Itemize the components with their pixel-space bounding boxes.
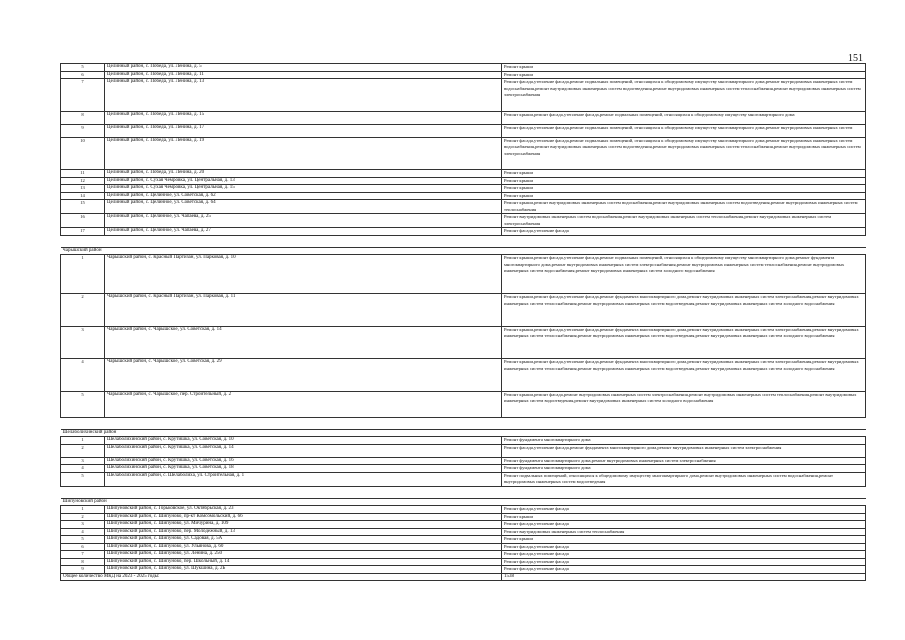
row-works: Ремонт крыши,ремонт фасада,ремонт внутридомовых инженерных систем электроснабжения,ремонт внутридомовых инженерных систем теплоснабжения,ремонт внутридомовых инженерных систем водоотведения,ремонт внутридомовых инженерных систем холодного водоснабжения [502,391,866,417]
row-works: Ремонт фасада,утепление фасада,ремонт подвальных помещений, относящихся к общедомовому имуществу многоквартирного дома,ремонт внутридомовых инженерных систем водоснабжения,ремонт внутридомовых инженерных систем водоотведения,ремонт внутридомовых инженерных систем теплоснабжения,ремонт внутридомовых инженерных систем электроснабжения [502,79,866,112]
row-number: 11 [61,170,105,178]
row-number: 4 [61,528,105,536]
total-label: Общее количество МКД на 2023 - 2025 годы: [61,573,502,581]
row-address: Шелаболихинский район, с. Крутишка, ул. Советская, д. 10 [105,437,502,445]
row-address: Целинный район, с. Победа, ул. Ленина, д. 20 [105,170,502,178]
row-address: Чарышский район, с. Чарышское, ул. Советская, д. 14 [105,326,502,359]
row-works: Ремонт фундамента многоквартирного дома [502,465,866,473]
row-address: Шипуновский район, с. Шипуново, ул. Шукшина, д. 2Б [105,566,502,574]
row-number: 5 [61,64,105,72]
row-number: 8 [61,111,105,124]
row-address: Шипуновский район, с. Шипуново, пр-кт Комсомольский, д. 66 [105,513,502,521]
row-works: Ремонт фасада,утепление фасада [502,228,866,236]
row-number: 1 [61,255,105,294]
row-address: Целинный район, с. Победа, ул. Ленина, д. 13 [105,79,502,112]
row-works: Ремонт фасада,утепление фасада [502,543,866,551]
table-row [61,521,866,529]
row-address: Шипуновский район, с. Шипуново, ул. Мичурина, д. 109 [105,521,502,529]
table-row [61,457,866,465]
row-works: Ремонт фасада,утепление фасада [502,551,866,559]
row-address: Целинный район, с. Целинное, ул. Чапаева, д. 25 [105,214,502,228]
row-address: Чарышский район, с. Чарышское, ул. Советская, д. 29 [105,359,502,392]
row-address: Целинный район, с. Целинное, ул. Советская, д. 64 [105,200,502,214]
table-row [61,177,866,185]
document-sheet [60,63,865,581]
row-works: Ремонт крыши [502,64,866,72]
row-number: 1 [61,506,105,514]
table-row [61,536,866,544]
works-table [60,63,866,581]
row-address: Шипуновский район, с. Шипуново, ул. Ленина, д. 250 [105,551,502,559]
section-title: Чарышский район [61,247,866,255]
table-row [61,228,866,236]
row-address: Шипуновский район, с. Горьковское, ул. Октябрьская, д. 23 [105,506,502,514]
table-row [61,437,866,445]
table-row [61,64,866,72]
table-row [61,444,866,457]
table-row [61,359,866,392]
table-row [61,170,866,178]
table-row [61,192,866,200]
row-address: Шипуновский район, с. Шипуново, пер. Молодежный, д. 13 [105,528,502,536]
table-row [61,528,866,536]
row-number: 12 [61,177,105,185]
row-works: Ремонт крыши,ремонт фасада,утепление фасада,ремонт фундамента многоквартирного дома,ремонт внутридомовых инженерных систем электроснабжения,ремонт внутридомовых инженерных систем теплоснабжения,ремонт внутридомовых инженерных систем водоотведения,ремонт внутридомовых инженерных систем холодного водоснабжения [502,359,866,392]
table-row [61,543,866,551]
row-number: 4 [61,359,105,392]
table-row [61,551,866,559]
row-works: Ремонт подвальных помещений, относящихся к общедомовому имуществу многоквартирного дома,ремонт внутридомовых инженерных систем водоснабжения,ремонт внутридомовых инженерных систем водоотведения [502,472,866,486]
row-number: 3 [61,521,105,529]
table-row [61,566,866,574]
row-number: 8 [61,558,105,566]
total-value: 1538 [502,573,866,581]
row-address: Целинный район, с. Победа, ул. Ленина, д. 11 [105,71,502,79]
section-spacer [61,417,866,429]
row-address: Шелаболихинский район, с. Крутишка, ул. Советская, д. 18 [105,465,502,473]
row-works: Ремонт внутридомовых инженерных систем теплоснабжения [502,528,866,536]
row-works: Ремонт крыши,ремонт внутридомовых инженерных систем водоснабжения,ремонт внутридомовых инженерных систем водоотведения,ремонт внутридомовых инженерных систем теплоснабжения [502,200,866,214]
row-works: Ремонт крыши [502,185,866,193]
row-address: Целинный район, с. Целинное, ул. Чапаева, д. 27 [105,228,502,236]
row-number: 2 [61,294,105,327]
table-row [61,513,866,521]
section-title: Шипуновский район [61,498,866,506]
row-number: 6 [61,543,105,551]
row-address: Целинный район, с. Победа, ул. Ленина, д. 5 [105,64,502,72]
table-row [61,137,866,170]
row-address: Шипуновский район, с. Шипуново, пер. Школьный, д. 14 [105,558,502,566]
table-row [61,326,866,359]
row-works: Ремонт крыши,ремонт фасада,утепление фасада,ремонт фундамента многоквартирного дома,ремонт внутридомовых инженерных систем электроснабжения,ремонт внутридомовых инженерных систем теплоснабжения,ремонт внутридомовых инженерных систем водоотведения,ремонт внутридомовых инженерных систем холодного водоснабжения [502,326,866,359]
section-title: Шелаболихинский район [61,429,866,437]
row-works: Ремонт крыши [502,177,866,185]
row-address: Шелаболихинский район, с. Крутишка, ул. Советская, д. 14 [105,444,502,457]
row-works: Ремонт фундамента многоквартирного дома [502,437,866,445]
row-works: Ремонт фасада,утепление фасада [502,506,866,514]
row-address: Шелаболихинский район, с. Шелаболиха, ул. Строительная, д. 1 [105,472,502,486]
row-address: Целинный район, с. Победа, ул. Ленина, д. 15 [105,111,502,124]
table-row [61,558,866,566]
table-row [61,506,866,514]
table-row [61,71,866,79]
row-number: 10 [61,137,105,170]
row-number: 5 [61,472,105,486]
row-address: Целинный район, с. Сухая Чемровка, ул. Центральная, д. 13 [105,177,502,185]
row-works: Ремонт фасада,утепление фасада,ремонт подвальных помещений, относящихся к общедомовому имуществу многоквартирного дома,ремонт внутридомовых инженерных систем водоснабжения,ремонт внутридомовых инженерных систем водоотведения,ремонт внутридомовых инженерных систем теплоснабжения,ремонт внутридомовых инженерных систем электроснабжения [502,137,866,170]
row-works: Ремонт крыши [502,71,866,79]
row-number: 15 [61,200,105,214]
row-works: Ремонт фасада,утепление фасада [502,521,866,529]
row-number: 9 [61,566,105,574]
table-body [61,64,866,581]
table-row [61,391,866,417]
row-works: Ремонт крыши [502,536,866,544]
row-works: Ремонт фасада,утепление фасада [502,558,866,566]
row-number: 9 [61,124,105,137]
row-address: Шипуновский район, с. Шипуново, ул. Ульянова, д. 60 [105,543,502,551]
table-row [61,111,866,124]
row-address: Целинный район, с. Победа, ул. Ленина, д. 17 [105,124,502,137]
row-works: Ремонт крыши,ремонт фасада,утепление фасада,ремонт подвальных помещений, относящихся к общедомовому имуществу многоквартирного дома,ремонт фундамента многоквартирного дома,ремонт внутридомовых инженерных систем электроснабжения,ремонт внутридомовых инженерных систем теплоснабжения,ремонт внутридомовых инженерных систем водоснабжения,ремонт внутридомовых инженерных систем холодного водоснабжения [502,255,866,294]
row-number: 17 [61,228,105,236]
row-works: Ремонт внутридомовых инженерных систем водоснабжения,ремонт внутридомовых инженерных систем теплоснабжения,ремонт внутридомовых инженерных систем электроснабжения [502,214,866,228]
table-row [61,465,866,473]
table-row [61,200,866,214]
row-works: Ремонт крыши [502,170,866,178]
row-address: Целинный район, с. Сухая Чемровка, ул. Центральная, д. 15 [105,185,502,193]
row-works: Ремонт фасада,утепление фасада [502,566,866,574]
row-works: Ремонт фундамента многоквартирного дома,ремонт внутридомовых инженерных систем электроснабжения [502,457,866,465]
row-works: Ремонт крыши [502,513,866,521]
row-number: 16 [61,214,105,228]
section-title-row [61,247,866,255]
table-row [61,214,866,228]
section-title-row [61,429,866,437]
row-number: 1 [61,437,105,445]
row-number: 14 [61,192,105,200]
row-address: Шелаболихинский район, с. Крутишка, ул. Советская, д. 16 [105,457,502,465]
total-row [61,573,866,581]
row-number: 13 [61,185,105,193]
row-number: 5 [61,391,105,417]
row-works: Ремонт крыши,ремонт фасада,утепление фасада,ремонт фундамента многоквартирного дома,ремонт внутридомовых инженерных систем электроснабжения,ремонт внутридомовых инженерных систем теплоснабжения,ремонт внутридомовых инженерных систем водоотведения,ремонт внутридомовых инженерных систем холодного водоснабжения [502,294,866,327]
table-row [61,255,866,294]
row-number: 5 [61,536,105,544]
table-row [61,79,866,112]
row-number: 7 [61,551,105,559]
row-address: Целинный район, с. Целинное, ул. Советская, д. 62 [105,192,502,200]
row-address: Шипуновский район, с. Шипуново, ул. Садовая, д. 5А [105,536,502,544]
section-title-row [61,498,866,506]
row-number: 3 [61,457,105,465]
row-works: Ремонт крыши [502,192,866,200]
page-number: 151 [848,53,863,64]
table-row [61,472,866,486]
table-row [61,185,866,193]
row-number: 7 [61,79,105,112]
table-row [61,124,866,137]
row-address: Чарышский район, с. Чарышское, пер. Строительный, д. 2 [105,391,502,417]
row-number: 4 [61,465,105,473]
section-spacer [61,235,866,247]
row-works: Ремонт крыши,ремонт фасада,утепление фасада,ремонт подвальных помещений, относящихся к общедомовому имуществу многоквартирного дома [502,111,866,124]
row-number: 2 [61,444,105,457]
table-row [61,294,866,327]
row-number: 2 [61,513,105,521]
row-address: Чарышский район, с. Красный Партизан, ул. Парковая, д. 10 [105,255,502,294]
row-works: Ремонт фасада,утепление фасада,ремонт подвальных помещений, относящихся к общедомовому имуществу многоквартирного дома,ремонт внутридомовых инженерных систем [502,124,866,137]
section-spacer [61,486,866,498]
row-number: 3 [61,326,105,359]
row-works: Ремонт фасада,утепление фасада,ремонт фундамента многоквартирного дома,ремонт внутридомовых инженерных систем электроснабжения [502,444,866,457]
row-address: Целинный район, с. Победа, ул. Ленина, д. 19 [105,137,502,170]
row-address: Чарышский район, с. Красный Партизан, ул. Парковая, д. 11 [105,294,502,327]
row-number: 6 [61,71,105,79]
